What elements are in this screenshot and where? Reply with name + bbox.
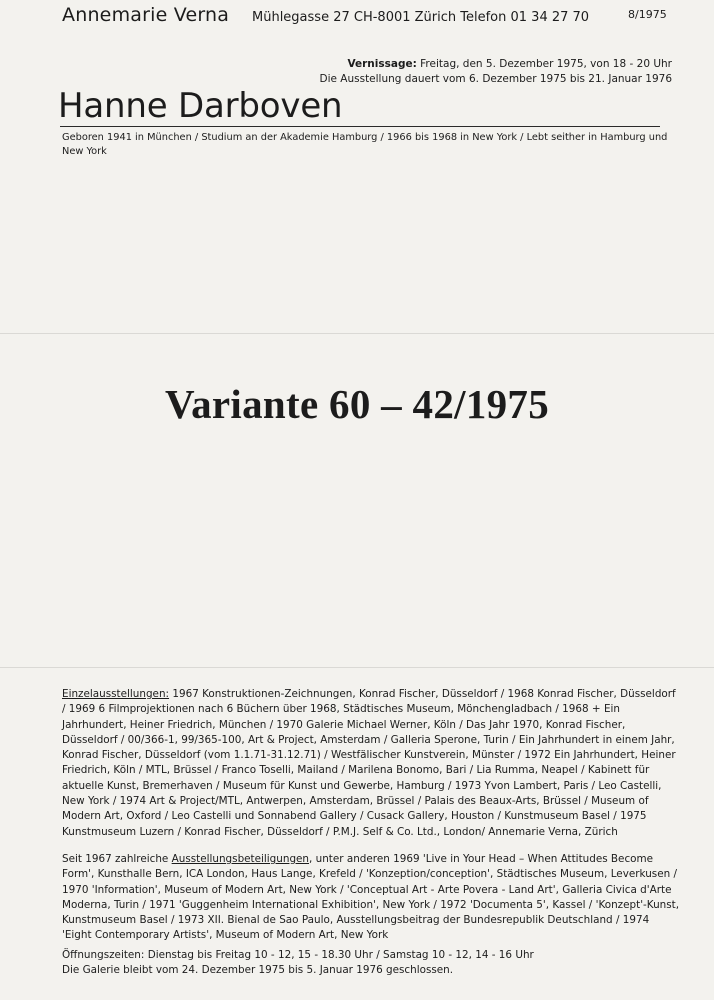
opening-info	[252, 57, 672, 87]
vernissage-line	[252, 57, 672, 72]
solo-exhibitions-label: Einzelausstellungen:	[62, 688, 170, 700]
gallery-name: Annemarie Verna	[62, 4, 230, 26]
solo-exhibitions-text: 1967 Konstruktionen-Zeichnungen, Konrad Fischer, Düsseldorf / 1968 Konrad Fischer, Düsseldorf / 1969 6 Filmprojektionen nach 6 Büchern über 1968, Städtisches Museum, Mönchengladbach / 1968 + Ein Jahrhundert, Heiner Friedrich, München / 1970 Galerie Michael Werner, Köln / Das Jahr 1970, Konrad Fischer, Düsseldorf / 00/366-1, 99/365-100, Art & Project, Amsterdam / Galleria Sperone, Turin / Ein Jahrhundert in einem Jahr, Konrad Fischer, Düsseldorf (vom 1.1.71-31.12.71) / Westfälischer Kunstverein, Münster / 1972 Ein Jahrhundert, Heiner Friedrich, Köln / MTL, Brüssel / Franco Toselli, Mailand / Marilena Bonomo, Bari / Lia Rumma, Neapel / Kabinett für aktuelle Kunst, Bremerhaven / Museum für Kunst und Gewerbe, Hamburg / 1973 Yvon Lambert, Paris / Leo Castelli, New York / 1974 Art & Project/MTL, Antwerpen, Amsterdam, Brüssel / Palais des Beaux-Arts, Brüssel / Museum of Modern Art, Oxford / Leo Castelli und Sonnabend Gallery / Cusack Gallery, Houston / Kunstmuseum Basel / 1975 Kunstmuseum Luzern / Konrad Fischer, Düsseldorf / P.M.J. Self & Co. Ltd., London/ Annemarie Verna, Zürich	[62, 688, 676, 838]
exhibition-duration: Die Ausstellung dauert vom 6. Dezember 1975 bis 21. Januar 1976	[319, 73, 672, 85]
vernissage-date: Freitag, den 5. Dezember 1975, von 18 - 20 Uhr	[420, 58, 672, 70]
opening-hours	[62, 948, 680, 979]
closure-notice: Die Galerie bleibt vom 24. Dezember 1975 bis 5. Januar 1976 geschlossen.	[62, 964, 454, 977]
solo-exhibitions	[62, 687, 680, 840]
artist-name: Hanne Darboven	[58, 86, 343, 126]
work-title: Variante 60 – 42/1975	[164, 381, 550, 427]
group-exhibitions-text: , unter anderen 1969 'Live in Your Head – When Attitudes Become Form', Kunsthalle Bern, ICA London, Haus Lange, Krefeld / 'Konzeption/conception', Städtisches Museum, Leverkusen / 1970 'Information', Museum of Modern Art, New York / 'Conceptual Art - Arte Povera - Land Art', Galleria Civica d'Arte Moderna, Turin / 1971 'Guggenheim International Exhibition', New York / 1972 'Documenta 5', Kassel / 'Konzept'-Kunst, Kunstmuseum Basel / 1973 XII. Bienal de Sao Paulo, Ausstellungsbeitrag der Bundesrepublik Deutschland / 1974 'Eight Contemporary Artists', Museum of Modern Art, New York	[62, 853, 680, 942]
paper-fold-line	[0, 667, 714, 668]
paper-fold-line	[0, 333, 714, 334]
opening-hours-line: Öffnungszeiten: Dienstag bis Freitag 10 - 12, 15 - 18.30 Uhr / Samstag 10 - 12, 14 - 16 Uhr	[62, 949, 534, 961]
gallery-address: Mühlegasse 27 CH-8001 Zürich Telefon 01 34 27 70	[252, 10, 590, 25]
vernissage-label: Vernissage:	[347, 58, 417, 70]
issue-number: 8/1975	[628, 8, 667, 21]
artist-bio: Geboren 1941 in München / Studium an der Akademie Hamburg / 1966 bis 1968 in New York / Lebt seither in Hamburg und New York	[62, 132, 668, 157]
group-exhibitions-prefix: Seit 1967 zahlreiche	[62, 853, 169, 865]
group-exhibitions	[62, 852, 680, 944]
divider	[60, 126, 660, 127]
group-exhibitions-label: Ausstellungsbeteiligungen	[171, 853, 310, 865]
